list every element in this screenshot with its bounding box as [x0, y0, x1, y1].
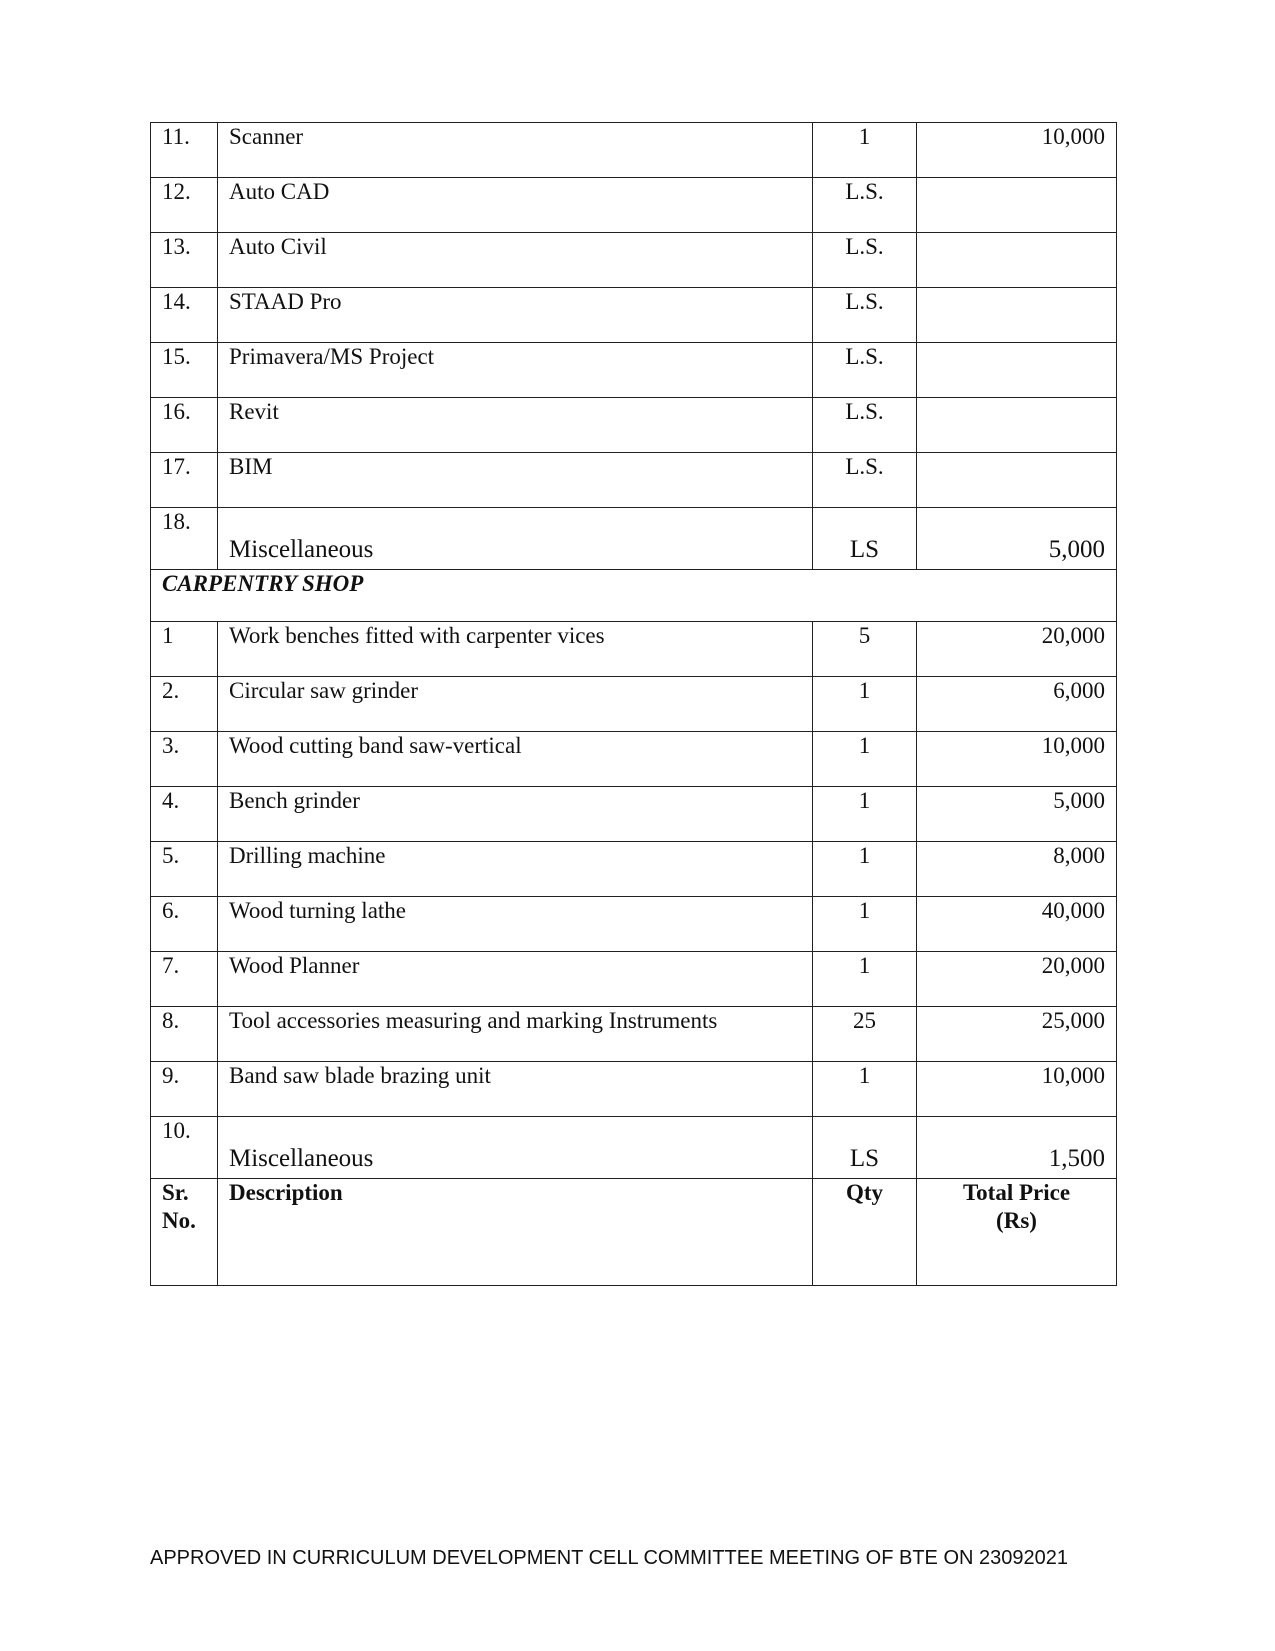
total-price: 6,000	[917, 677, 1117, 732]
description: Auto Civil	[218, 233, 813, 288]
total-price: 10,000	[917, 1062, 1117, 1117]
header-sr-no	[151, 1179, 218, 1286]
table-row	[151, 233, 1117, 288]
sr-no: 15.	[151, 343, 218, 398]
header-price-line2: (Rs)	[996, 1208, 1037, 1233]
sr-no: 6.	[151, 897, 218, 952]
quantity: 25	[813, 1007, 917, 1062]
table-row	[151, 842, 1117, 897]
quantity: 1	[813, 677, 917, 732]
total-price	[917, 233, 1117, 288]
quantity: 1	[813, 842, 917, 897]
quantity: LS	[813, 508, 917, 570]
description: Circular saw grinder	[218, 677, 813, 732]
sr-no: 13.	[151, 233, 218, 288]
total-price	[917, 343, 1117, 398]
total-price: 20,000	[917, 952, 1117, 1007]
header-sr-line2: No.	[162, 1208, 196, 1233]
table-row	[151, 1117, 1117, 1179]
sr-no: 2.	[151, 677, 218, 732]
table-row	[151, 1062, 1117, 1117]
quantity: 1	[813, 787, 917, 842]
quantity: L.S.	[813, 233, 917, 288]
description: Wood turning lathe	[218, 897, 813, 952]
table-row	[151, 178, 1117, 233]
sr-no: 4.	[151, 787, 218, 842]
description: Auto CAD	[218, 178, 813, 233]
description: Bench grinder	[218, 787, 813, 842]
table-row	[151, 732, 1117, 787]
table-row	[151, 288, 1117, 343]
table-row	[151, 508, 1117, 570]
header-sr-line1: Sr.	[162, 1180, 189, 1205]
quantity: 1	[813, 732, 917, 787]
total-price: 8,000	[917, 842, 1117, 897]
total-price: 5,000	[917, 508, 1117, 570]
quantity: L.S.	[813, 343, 917, 398]
header-description: Description	[218, 1179, 813, 1286]
quantity: L.S.	[813, 178, 917, 233]
description: Miscellaneous	[218, 508, 813, 570]
total-price: 40,000	[917, 897, 1117, 952]
sr-no: 7.	[151, 952, 218, 1007]
header-total-price	[917, 1179, 1117, 1286]
sr-no: 18.	[151, 508, 218, 570]
total-price: 20,000	[917, 622, 1117, 677]
table-row	[151, 1007, 1117, 1062]
total-price	[917, 178, 1117, 233]
header-price-line1: Total Price	[962, 1180, 1071, 1205]
quantity: 1	[813, 897, 917, 952]
approval-footer: APPROVED IN CURRICULUM DEVELOPMENT CELL COMMITTEE MEETING OF BTE ON 23092021	[150, 1547, 1068, 1569]
quantity: 5	[813, 622, 917, 677]
table-row	[151, 343, 1117, 398]
description: Revit	[218, 398, 813, 453]
table-row	[151, 677, 1117, 732]
table-row	[151, 622, 1117, 677]
sr-no: 1	[151, 622, 218, 677]
quantity: 1	[813, 1062, 917, 1117]
table-row	[151, 787, 1117, 842]
quantity: 1	[813, 123, 917, 178]
table-row	[151, 453, 1117, 508]
quantity: 1	[813, 952, 917, 1007]
sr-no: 17.	[151, 453, 218, 508]
total-price	[917, 453, 1117, 508]
equipment-table	[150, 122, 1117, 1286]
description: Wood Planner	[218, 952, 813, 1007]
total-price: 10,000	[917, 732, 1117, 787]
description: Scanner	[218, 123, 813, 178]
sr-no: 8.	[151, 1007, 218, 1062]
table-row	[151, 952, 1117, 1007]
quantity: L.S.	[813, 288, 917, 343]
description: Work benches fitted with carpenter vices	[218, 622, 813, 677]
table-row	[151, 398, 1117, 453]
quantity: L.S.	[813, 398, 917, 453]
sr-no: 14.	[151, 288, 218, 343]
description: STAAD Pro	[218, 288, 813, 343]
section-row	[151, 570, 1117, 622]
description: Tool accessories measuring and marking Instruments	[218, 1007, 813, 1062]
total-price: 10,000	[917, 123, 1117, 178]
sr-no: 10.	[151, 1117, 218, 1179]
header-qty: Qty	[813, 1179, 917, 1286]
sr-no: 12.	[151, 178, 218, 233]
description: BIM	[218, 453, 813, 508]
section-title: CARPENTRY SHOP	[151, 570, 1117, 622]
total-price	[917, 398, 1117, 453]
description: Drilling machine	[218, 842, 813, 897]
description: Band saw blade brazing unit	[218, 1062, 813, 1117]
total-price	[917, 288, 1117, 343]
quantity: LS	[813, 1117, 917, 1179]
total-price: 5,000	[917, 787, 1117, 842]
total-price: 25,000	[917, 1007, 1117, 1062]
description: Primavera/MS Project	[218, 343, 813, 398]
sr-no: 11.	[151, 123, 218, 178]
sr-no: 5.	[151, 842, 218, 897]
description: Wood cutting band saw-vertical	[218, 732, 813, 787]
quantity: L.S.	[813, 453, 917, 508]
table-row	[151, 123, 1117, 178]
sr-no: 3.	[151, 732, 218, 787]
sr-no: 9.	[151, 1062, 218, 1117]
table-row	[151, 897, 1117, 952]
description: Miscellaneous	[218, 1117, 813, 1179]
sr-no: 16.	[151, 398, 218, 453]
total-price: 1,500	[917, 1117, 1117, 1179]
table-header-row	[151, 1179, 1117, 1286]
